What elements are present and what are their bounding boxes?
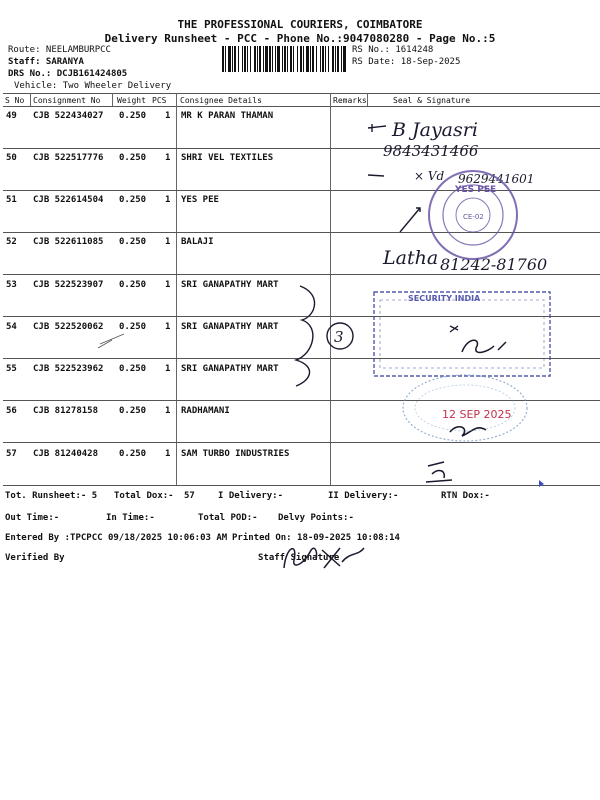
blue-mark [539, 480, 544, 487]
signature-phone: 9843431466 [383, 142, 479, 160]
cell-consignment: CJB 522523907 [33, 280, 104, 290]
cell-consignee: YES PEE [181, 195, 219, 205]
cell-weight: 0.250 [119, 111, 147, 121]
ink-stroke [426, 462, 452, 482]
cell-weight: 0.250 [119, 364, 147, 374]
cell-consignment: CJB 522434027 [33, 111, 104, 121]
ink-stroke [98, 334, 124, 348]
staff-signature-label: Staff Signature [258, 553, 340, 563]
signature-phone: 81242-81760 [440, 255, 548, 274]
verified-by: Verified By [5, 553, 65, 563]
ink-stroke [450, 326, 458, 332]
i-delivery: I Delivery:- [218, 491, 284, 501]
col-header-seal: Seal & Signature [393, 96, 471, 105]
rs-date-label: RS Date: 18-Sep-2025 [352, 57, 461, 67]
cell-pcs: 1 [165, 111, 171, 121]
signature-phone: 9629441601 [458, 172, 535, 186]
rect-stamp [374, 292, 550, 376]
total-dox-value: 57 [184, 491, 195, 501]
yespee-stamp [429, 171, 517, 259]
col-header-remarks: Remarks [333, 96, 367, 105]
stamp-center-text: CE-02 [463, 213, 484, 221]
rtn-dox: RTN Dox:- [441, 491, 490, 501]
cell-consignment: CJB 522614504 [33, 195, 104, 205]
cell-weight: 0.250 [119, 280, 147, 290]
cell-sno: 52 [6, 237, 17, 247]
col-header-consignment: Consignment No [33, 96, 101, 105]
entered-by: Entered By :TPCPCC 09/18/2025 10:06:03 AM [5, 533, 228, 543]
cell-pcs: 1 [165, 406, 171, 416]
cell-pcs: 1 [165, 237, 171, 247]
cell-pcs: 1 [165, 195, 171, 205]
cell-weight: 0.250 [119, 322, 147, 332]
ii-delivery: II Delivery:- [328, 491, 399, 501]
tot-runsheet: Tot. Runsheet:- 5 [5, 491, 98, 501]
col-header-weight: Weight [117, 96, 146, 105]
cell-consignee: SHRI VEL TEXTILES [181, 153, 274, 163]
cell-weight: 0.250 [119, 406, 147, 416]
col-header-consignee: Consignee Details [180, 96, 262, 105]
staff-signature-ink [276, 538, 386, 578]
cell-sno: 53 [6, 280, 17, 290]
cell-pcs: 1 [165, 364, 171, 374]
total-dox-label: Total Dox:- [114, 491, 174, 501]
drs-label: DRS No.: DCJB161424805 [8, 69, 128, 79]
cell-sno: 57 [6, 449, 17, 459]
cell-consignment: CJB 81240428 [33, 449, 99, 459]
cell-consignment: CJB 522523962 [33, 364, 104, 374]
cell-sno: 50 [6, 153, 17, 163]
signature-name: B Jayasri [392, 119, 478, 141]
cell-sno: 54 [6, 322, 17, 332]
cell-consignee: MR K PARAN THAMAN [181, 111, 274, 121]
rs-no-label: RS No.: 1614248 [352, 45, 434, 55]
col-header-pcs: PCS [152, 96, 167, 105]
cell-pcs: 1 [165, 153, 171, 163]
vehicle-label: Vehicle: Two Wheeler Delivery [14, 81, 172, 91]
in-time: In Time:- [106, 513, 155, 523]
cell-sno: 51 [6, 195, 17, 205]
bracket-stroke [296, 286, 315, 386]
cell-consignment: CJB 522517776 [33, 153, 104, 163]
cell-sno: 56 [6, 406, 17, 416]
cell-consignment: CJB 81278158 [33, 406, 99, 416]
cell-consignee: BALAJI [181, 237, 214, 247]
stamp-date: 12 SEP 2025 [442, 408, 512, 421]
cell-weight: 0.250 [119, 195, 147, 205]
company-title: THE PROFESSIONAL COURIERS, COIMBATORE [177, 18, 423, 31]
ink-stroke [400, 208, 420, 232]
route-label: Route: NEELAMBURPCC [8, 45, 111, 55]
stamp-text: SECURITY INDIA [408, 294, 481, 303]
cell-sno: 55 [6, 364, 17, 374]
ink-stroke [368, 124, 386, 132]
cell-weight: 0.250 [119, 153, 147, 163]
cell-consignment: CJB 522520062 [33, 322, 104, 332]
cell-consignee: SAM TURBO INDUSTRIES [181, 449, 290, 459]
ink-stroke [450, 427, 486, 436]
cell-weight: 0.250 [119, 449, 147, 459]
cell-pcs: 1 [165, 322, 171, 332]
cell-weight: 0.250 [119, 237, 147, 247]
signature-name: Latha [383, 247, 439, 269]
stamp-text: YES PEE [455, 185, 497, 195]
circle-number: 3 [334, 328, 344, 346]
cell-consignee: SRI GANAPATHY MART [181, 364, 279, 374]
cell-pcs: 1 [165, 449, 171, 459]
cell-consignment: CJB 522611085 [33, 237, 104, 247]
cell-sno: 49 [6, 111, 17, 121]
staff-label: Staff: SARANYA [8, 57, 84, 67]
delvy-points: Delvy Points:- [278, 513, 354, 523]
out-time: Out Time:- [5, 513, 60, 523]
cell-pcs: 1 [165, 280, 171, 290]
total-pod: Total POD:- [198, 513, 258, 523]
runsheet-subtitle: Delivery Runsheet - PCC - Phone No.:9047080280 - Page No.:5 [104, 32, 496, 45]
ink-stroke [284, 548, 364, 568]
printed-on: Printed On: 18-09-2025 10:08:14 [232, 533, 400, 543]
ink-stroke [462, 340, 506, 352]
col-header-sno: S No [5, 96, 25, 105]
cell-consignee: RADHAMANI [181, 406, 230, 416]
ink-stroke [368, 175, 384, 176]
signature-mark: × Vd [414, 169, 445, 183]
cell-consignee: SRI GANAPATHY MART [181, 280, 279, 290]
cell-consignee: SRI GANAPATHY MART [181, 322, 279, 332]
